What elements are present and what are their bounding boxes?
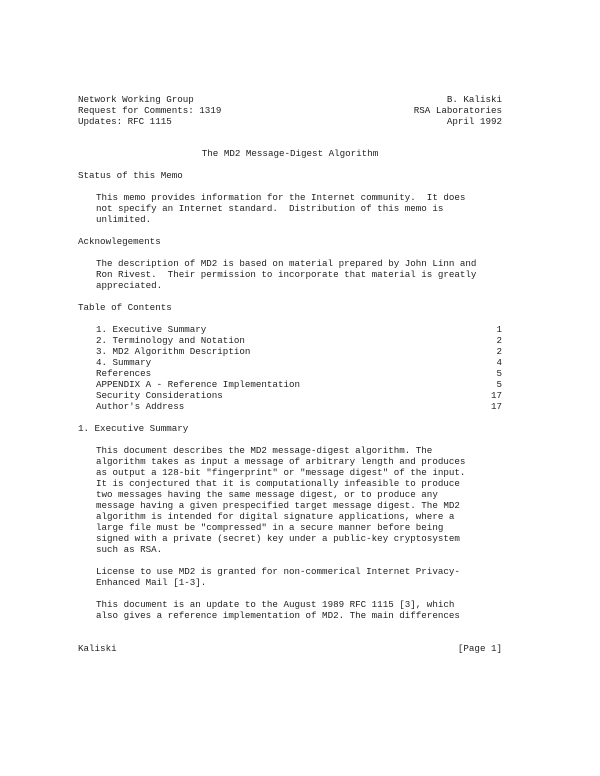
toc-label: Security Considerations bbox=[96, 390, 223, 401]
body-line: It is conjectured that it is computationally infeasible to produce bbox=[96, 478, 460, 489]
footer-page-number: [Page 1] bbox=[457, 643, 502, 654]
toc-label: 2. Terminology and Notation bbox=[96, 335, 245, 346]
body-line: License to use MD2 is granted for non-commerical Internet Privacy- bbox=[96, 566, 460, 577]
body-line: message having a given prespecified target message digest. The MD2 bbox=[96, 500, 460, 511]
toc-entry bbox=[96, 379, 502, 390]
body-line: as output a 128-bit "fingerprint" or "message digest" of the input. bbox=[96, 467, 466, 478]
section-heading: Status of this Memo bbox=[78, 170, 183, 181]
body-line: appreciated. bbox=[96, 280, 163, 291]
body-line: algorithm takes as input a message of arbitrary length and produces bbox=[96, 456, 466, 467]
toc-label: References bbox=[96, 368, 152, 379]
toc-label: APPENDIX A - Reference Implementation bbox=[96, 379, 300, 390]
toc-entry bbox=[96, 357, 502, 368]
toc-page: 2 bbox=[496, 335, 502, 346]
body-line: two messages having the same message digest, or to produce any bbox=[96, 489, 438, 500]
header-author: B. Kaliski bbox=[446, 94, 502, 105]
body-line: This memo provides information for the Internet community. It does bbox=[96, 192, 466, 203]
body-line: large file must be "compressed" in a secure manner before being bbox=[96, 522, 444, 533]
header-rfc-number: Request for Comments: 1319 bbox=[78, 105, 222, 116]
toc-label: 4. Summary bbox=[96, 357, 152, 368]
section-heading: Table of Contents bbox=[78, 302, 172, 313]
header-line bbox=[78, 94, 502, 105]
toc-page: 5 bbox=[496, 368, 502, 379]
toc-label: Author's Address bbox=[96, 401, 185, 412]
footer-author: Kaliski bbox=[78, 643, 117, 654]
body-line: unlimited. bbox=[96, 214, 152, 225]
body-line: This document describes the MD2 message-digest algorithm. The bbox=[96, 445, 433, 456]
body-line: not specify an Internet standard. Distribution of this memo is bbox=[96, 203, 444, 214]
toc-label: 1. Executive Summary bbox=[96, 324, 207, 335]
body-line: This document is an update to the August 1989 RFC 1115 [3], which bbox=[96, 599, 455, 610]
toc-page: 4 bbox=[496, 357, 502, 368]
body-line: signed with a private (secret) key under a public-key cryptosystem bbox=[96, 533, 460, 544]
body-line: also gives a reference implementation of MD2. The main differences bbox=[96, 610, 460, 621]
toc-label: 3. MD2 Algorithm Description bbox=[96, 346, 251, 357]
toc-page: 2 bbox=[496, 346, 502, 357]
toc-entry bbox=[96, 335, 502, 346]
header-wg: Network Working Group bbox=[78, 94, 194, 105]
header-line bbox=[78, 116, 502, 127]
body-line: Enhanced Mail [1-3]. bbox=[96, 577, 207, 588]
toc-page: 17 bbox=[490, 390, 502, 401]
toc-entry bbox=[96, 390, 502, 401]
section-heading: 1. Executive Summary bbox=[78, 423, 189, 434]
header-org: RSA Laboratories bbox=[413, 105, 502, 116]
toc-page: 1 bbox=[496, 324, 502, 335]
toc-entry bbox=[96, 346, 502, 357]
header-updates: Updates: RFC 1115 bbox=[78, 116, 172, 127]
section-heading: Acknowlegements bbox=[78, 236, 161, 247]
header-date: April 1992 bbox=[446, 116, 502, 127]
toc-entry bbox=[96, 368, 502, 379]
body-line: such as RSA. bbox=[96, 544, 163, 555]
toc-page: 17 bbox=[490, 401, 502, 412]
body-line: algorithm is intended for digital signature applications, where a bbox=[96, 511, 455, 522]
toc-page: 5 bbox=[496, 379, 502, 390]
toc-entry bbox=[96, 324, 502, 335]
toc-entry bbox=[96, 401, 502, 412]
header-line bbox=[78, 105, 502, 116]
body-line: The description of MD2 is based on material prepared by John Linn and bbox=[96, 258, 477, 269]
body-line: Ron Rivest. Their permission to incorporate that material is greatly bbox=[96, 269, 477, 280]
page-title: The MD2 Message-Digest Algorithm bbox=[201, 148, 379, 159]
page-footer bbox=[78, 643, 502, 654]
